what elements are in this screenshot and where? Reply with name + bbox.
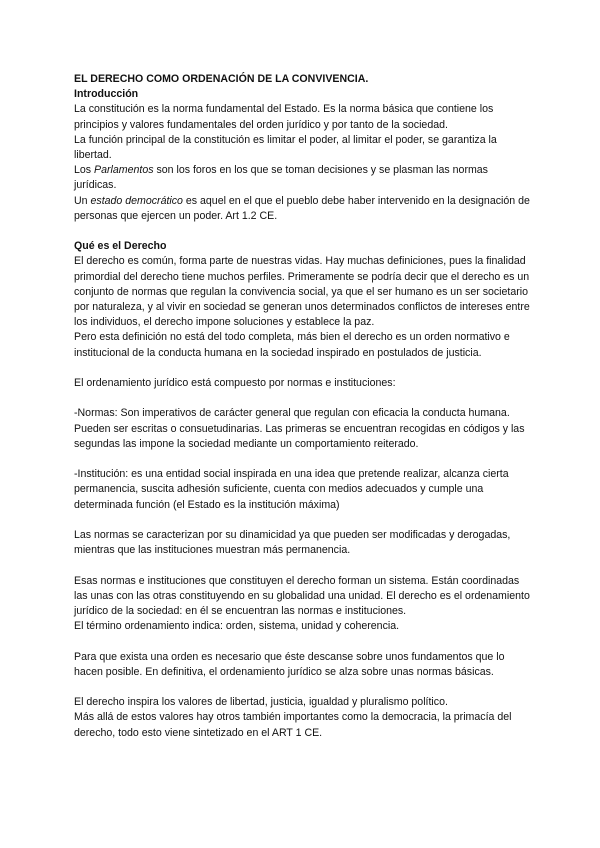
paragraph: El ordenamiento jurídico está compuesto por normas e instituciones:	[74, 377, 396, 390]
paragraph: El derecho inspira los valores de libertad, justicia, igualdad y pluralismo político.	[74, 696, 448, 709]
italic-term: estado democrático	[90, 194, 183, 207]
paragraph	[74, 163, 530, 193]
paragraph: -Institución: es una entidad social inspirada en una idea que pretende realizar, alcanza cierta permanencia, suscita adhesión suficiente, cuenta con medios adecuados y cumple una determinada función (el Estado es la institución máxima)	[74, 468, 509, 511]
paragraph: La función principal de la constitución es limitar el poder, al limitar el poder, se garantiza la libertad.	[74, 133, 497, 162]
text-span: son los foros en los que se toman decisiones y se plasman las normas jurídicas.	[74, 164, 488, 192]
paragraph: El derecho es común, forma parte de nuestras vidas. Hay muchas definiciones, pues la finalidad primordial del derecho tiene muchos perfiles. Primeramente se podría decir que el derecho es un conjunto de normas que regulan la convivencia social, ya que el ser humano es un ser societario por naturaleza, y al vivir en sociedad se generan unos determinados conflictos de intereses entre los individuos, el derecho impone soluciones y establece la paz.	[74, 255, 530, 329]
paragraph: El término ordenamiento indica: orden, sistema, unidad y coherencia.	[74, 620, 400, 633]
paragraph: La constitución es la norma fundamental del Estado. Es la norma básica que contiene los principios y valores fundamentales del orden jurídico y por tanto de la sociedad.	[74, 103, 494, 131]
document-title: EL DERECHO COMO ORDENACIÓN DE LA CONVIVENCIA.	[74, 73, 369, 85]
section-heading-que-es-el-derecho: Qué es el Derecho	[74, 240, 167, 253]
italic-term: Parlamentos	[94, 164, 154, 177]
paragraph	[74, 194, 530, 224]
text-span: Un	[74, 194, 91, 207]
paragraph: Más allá de estos valores hay otros también importantes como la democracia, la primacía del derecho, todo esto viene sintetizado en el ART 1 CE.	[74, 711, 512, 739]
section-heading-introduccion: Introducción	[74, 88, 139, 101]
text-span: Los	[74, 164, 95, 177]
paragraph: -Normas: Son imperativos de carácter general que regulan con eficacia la conducta humana. Pueden ser escritas o consuetudinarias. Las primeras se encuentran recogidas en códigos y las segundas las impone la sociedad mediante un comportamiento reiterado.	[74, 407, 525, 450]
paragraph: Pero esta definición no está del todo completa, más bien el derecho es un orden normativo e institucional de la conducta humana en la sociedad inspirado en postulados de justicia.	[74, 331, 510, 359]
paragraph: Las normas se caracterizan por su dinamicidad ya que pueden ser modificadas y derogadas, mientras que las instituciones muestran más permanencia.	[74, 529, 511, 557]
paragraph: Esas normas e instituciones que constituyen el derecho forman un sistema. Están coordinadas las unas con las otras constituyendo en su globalidad una unidad. El derecho es el ordenamiento jurídico de la sociedad: en él se encuentran las normas e instituciones.	[74, 574, 530, 618]
paragraph: Para que exista una orden es necesario que éste descanse sobre unos fundamentos que lo hacen posible. En definitiva, el ordenamiento jurídico se alza sobre unas normas básicas.	[74, 650, 505, 678]
text-span: es aquel en el que el pueblo debe haber intervenido en la designación de personas que ejercen un poder. Art 1.2 CE.	[74, 194, 530, 222]
